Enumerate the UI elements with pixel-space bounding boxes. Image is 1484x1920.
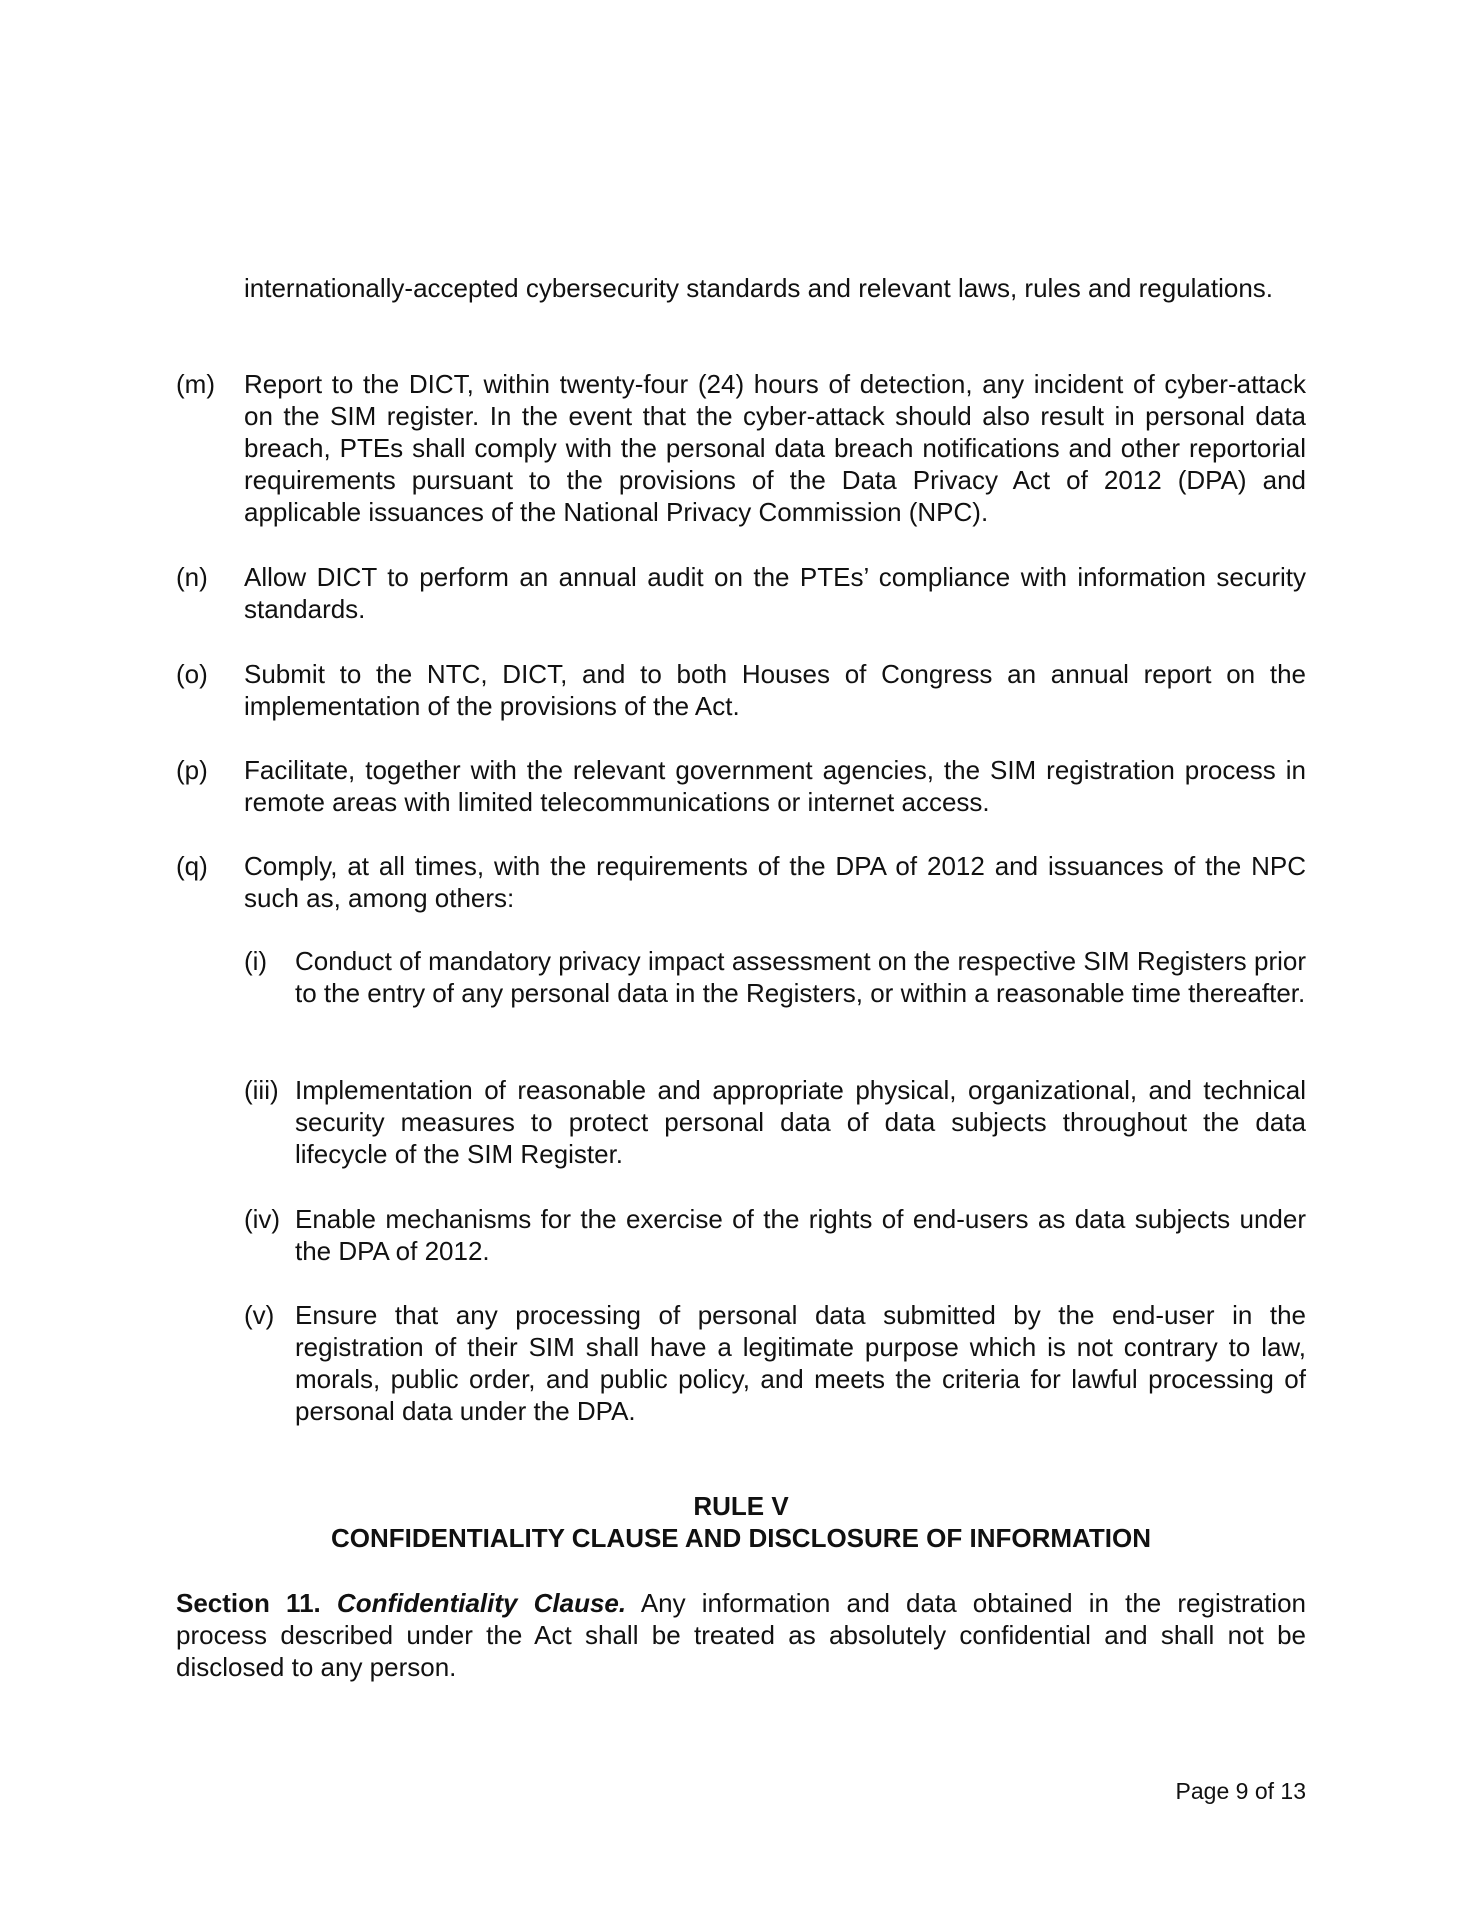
item-label: (m) (176, 369, 215, 399)
sub-item-text: Implementation of reasonable and appropriate physical, organizational, and technical security measures to protect personal data of data subjects throughout the data lifecycle of the SIM Register. (295, 1075, 1306, 1169)
item-label: (q) (176, 851, 208, 881)
list-item-n (176, 561, 1306, 625)
item-label: (o) (176, 659, 208, 689)
item-text: Allow DICT to perform an annual audit on the PTEs’ compliance with information security standards. (244, 562, 1306, 624)
sub-item-iii (244, 1074, 1306, 1170)
sub-item-text: Ensure that any processing of personal data submitted by the end-user in the registration of their SIM shall have a legitimate purpose which is not contrary to law, morals, public order, and public policy, and meets the criteria for lawful processing of personal data under the DPA. (295, 1300, 1306, 1426)
item-text: Submit to the NTC, DICT, and to both Houses of Congress an annual report on the implementation of the provisions of the Act. (244, 659, 1306, 721)
sub-item-v (244, 1299, 1306, 1427)
section-text: Any information and data obtained in the registration process described under the Act shall be treated as absolutely confidential and shall not be disclosed to any person. (176, 1588, 1306, 1682)
section-title: Confidentiality Clause. (336, 1588, 627, 1618)
sub-item-text: Enable mechanisms for the exercise of the rights of end-users as data subjects under the DPA of 2012. (295, 1204, 1306, 1266)
sub-item-label: (iii) (244, 1075, 279, 1105)
item-label: (p) (176, 755, 208, 785)
sub-item-label: (v) (244, 1300, 275, 1330)
list-item-m (176, 368, 1306, 528)
section-label: Section 11. (176, 1588, 321, 1618)
sub-item-i (244, 945, 1306, 1009)
list-item-q (176, 850, 1306, 914)
section-11 (176, 1587, 1306, 1683)
sub-item-label: (iv) (244, 1204, 281, 1234)
page-number: Page 9 of 13 (1175, 1778, 1306, 1804)
item-label: (n) (176, 562, 208, 592)
list-item-o (176, 658, 1306, 722)
list-item-p (176, 754, 1306, 818)
sub-item-label: (i) (244, 946, 268, 976)
sub-item-text: Conduct of mandatory privacy impact assessment on the respective SIM Registers prior to the entry of any personal data in the Registers, or within a reasonable time thereafter. (295, 946, 1306, 1008)
item-text: Comply, at all times, with the requirements of the DPA of 2012 and issuances of the NPC such as, among others: (244, 851, 1306, 913)
continuation-text: internationally-accepted cybersecurity standards and relevant laws, rules and regulations. (244, 273, 1274, 303)
sub-item-iv (244, 1203, 1306, 1267)
rule-title: CONFIDENTIALITY CLAUSE AND DISCLOSURE OF INFORMATION (331, 1523, 1151, 1553)
item-text: Facilitate, together with the relevant government agencies, the SIM registration process in remote areas with limited telecommunications or internet access. (244, 755, 1306, 817)
rule-number: RULE V (693, 1491, 789, 1521)
item-text: Report to the DICT, within twenty-four (24) hours of detection, any incident of cyber-attack on the SIM register. In the event that the cyber-attack should also result in personal data breach, PTEs shall comply with the personal data breach notifications and other reportorial requirements pursuant to the provisions of the Data Privacy Act of 2012 (DPA) and applicable issuances of the National Privacy Commission (NPC). (244, 369, 1306, 527)
